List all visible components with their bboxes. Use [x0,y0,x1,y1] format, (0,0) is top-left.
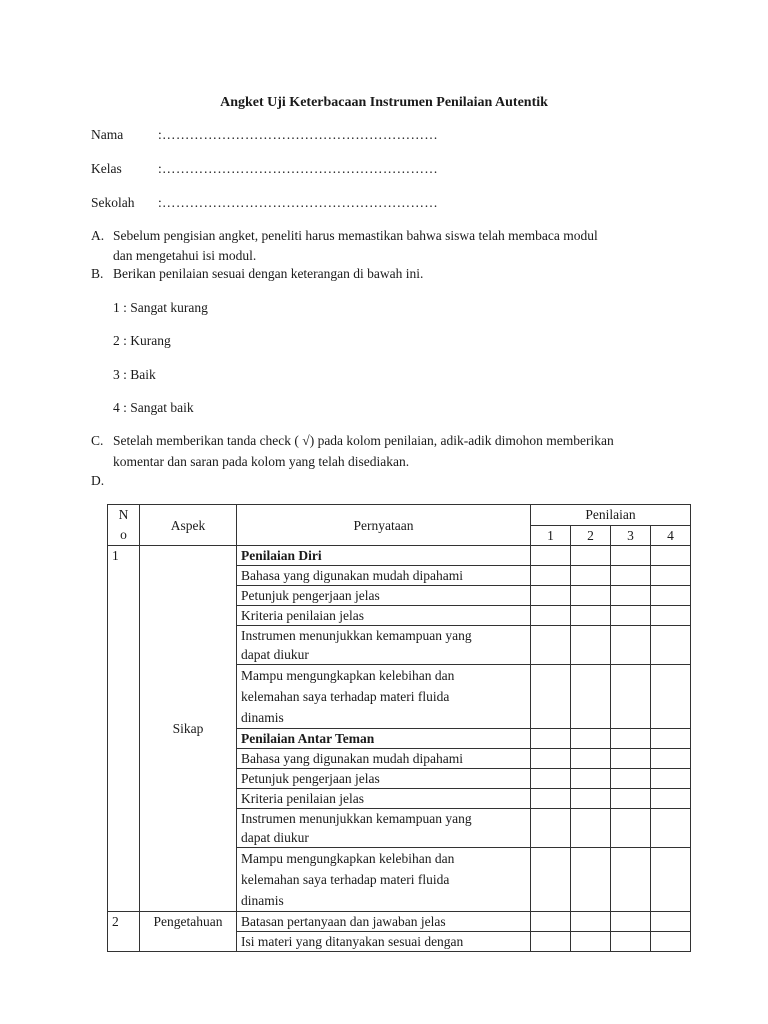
statement-text: Bahasa yang digunakan mudah dipahami [237,566,531,586]
score-cell[interactable] [531,809,571,848]
field-label-sekolah: Sekolah [91,195,135,210]
instruction-a-line2: dan mengetahui isi modul. [113,248,257,263]
field-label-nama: Nama [91,127,124,142]
score-cell[interactable] [651,809,691,848]
statement-text: Isi materi yang ditanyakan sesuai dengan [237,932,531,952]
instruction-b-marker: B. [91,266,104,281]
score-cell[interactable] [611,932,651,952]
statement-text: Mampu mengungkapkan kelebihan dan kelemahan saya terhadap materi fluida dinamis [237,848,531,912]
score-cell[interactable] [571,665,611,729]
field-label-kelas: Kelas [91,161,122,176]
score-cell[interactable] [611,749,651,769]
header-penilaian: Penilaian [531,505,691,526]
scale-item-4: 4 : Sangat baik [113,400,194,415]
statement-text: Kriteria penilaian jelas [237,789,531,809]
score-cell[interactable] [651,546,691,566]
score-cell[interactable] [531,932,571,952]
score-cell[interactable] [531,749,571,769]
score-cell[interactable] [531,848,571,912]
score-cell[interactable] [531,626,571,665]
score-cell[interactable] [651,912,691,932]
score-cell[interactable] [571,848,611,912]
score-cell[interactable] [611,769,651,789]
score-cell[interactable] [571,606,611,626]
score-cell[interactable] [651,749,691,769]
score-cell[interactable] [571,586,611,606]
score-cell[interactable] [651,566,691,586]
statement-text: Bahasa yang digunakan mudah dipahami [237,749,531,769]
score-cell[interactable] [651,789,691,809]
score-cell[interactable] [531,546,571,566]
score-cell[interactable] [531,769,571,789]
score-cell[interactable] [531,789,571,809]
instruction-b-text: Berikan penilaian sesuai dengan keterangan di bawah ini. [113,266,424,281]
score-cell[interactable] [611,606,651,626]
statement-text: Petunjuk pengerjaan jelas [237,769,531,789]
scale-item-1: 1 : Sangat kurang [113,300,208,315]
score-cell[interactable] [651,932,691,952]
section-heading: Penilaian Antar Teman [237,729,531,749]
group-2-number: 2 [108,912,140,952]
header-pernyataan: Pernyataan [237,505,531,546]
score-cell[interactable] [611,566,651,586]
score-cell[interactable] [571,626,611,665]
field-blank-kelas[interactable]: :…………………………………………………… [158,161,439,176]
instruction-a-line1: Sebelum pengisian angket, peneliti harus memastikan bahwa siswa telah membaca modul [113,228,598,243]
assessment-table [107,504,691,952]
score-cell[interactable] [531,665,571,729]
score-cell[interactable] [651,626,691,665]
section-heading: Penilaian Diri [237,546,531,566]
score-cell[interactable] [611,912,651,932]
header-aspek: Aspek [140,505,237,546]
score-cell[interactable] [571,729,611,749]
statement-text: Batasan pertanyaan dan jawaban jelas [237,912,531,932]
score-cell[interactable] [531,566,571,586]
score-cell[interactable] [571,912,611,932]
header-score-3: 3 [611,525,651,546]
score-cell[interactable] [611,789,651,809]
score-cell[interactable] [571,809,611,848]
score-cell[interactable] [531,912,571,932]
score-cell[interactable] [571,566,611,586]
score-cell[interactable] [571,932,611,952]
statement-text: Mampu mengungkapkan kelebihan dan kelemahan saya terhadap materi fluida dinamis [237,665,531,729]
field-blank-sekolah[interactable]: :…………………………………………………… [158,195,439,210]
score-cell[interactable] [571,769,611,789]
scale-item-2: 2 : Kurang [113,333,171,348]
field-blank-nama[interactable]: :…………………………………………………… [158,127,439,142]
header-score-2: 2 [571,525,611,546]
group-1-aspek: Sikap [140,546,237,912]
instruction-a-marker: A. [91,228,105,243]
group-1-number: 1 [108,546,140,912]
instruction-c-marker: C. [91,433,104,448]
instruction-d-marker: D. [91,473,105,488]
statement-text: Instrumen menunjukkan kemampuan yang dapat diukur [237,809,531,848]
score-cell[interactable] [611,848,651,912]
score-cell[interactable] [651,665,691,729]
score-cell[interactable] [611,729,651,749]
header-score-4: 4 [651,525,691,546]
score-cell[interactable] [651,729,691,749]
score-cell[interactable] [571,749,611,769]
score-cell[interactable] [611,586,651,606]
header-no: N o [108,505,140,546]
score-cell[interactable] [531,606,571,626]
score-cell[interactable] [611,626,651,665]
score-cell[interactable] [651,586,691,606]
score-cell[interactable] [611,809,651,848]
scale-item-3: 3 : Baik [113,367,156,382]
score-cell[interactable] [651,848,691,912]
header-score-1: 1 [531,525,571,546]
score-cell[interactable] [531,729,571,749]
score-cell[interactable] [651,606,691,626]
instruction-c-line1: Setelah memberikan tanda check ( √) pada kolom penilaian, adik-adik dimohon memberikan [113,433,614,448]
statement-text: Kriteria penilaian jelas [237,606,531,626]
score-cell[interactable] [611,546,651,566]
score-cell[interactable] [571,789,611,809]
group-2-aspek: Pengetahuan [140,912,237,952]
score-cell[interactable] [611,665,651,729]
statement-text: Instrumen menunjukkan kemampuan yang dapat diukur [237,626,531,665]
score-cell[interactable] [651,769,691,789]
statement-text: Petunjuk pengerjaan jelas [237,586,531,606]
score-cell[interactable] [571,546,611,566]
document-title: Angket Uji Keterbacaan Instrumen Penilaian Autentik [220,95,548,110]
score-cell[interactable] [531,586,571,606]
instruction-c-line2: komentar dan saran pada kolom yang telah disediakan. [113,454,410,469]
